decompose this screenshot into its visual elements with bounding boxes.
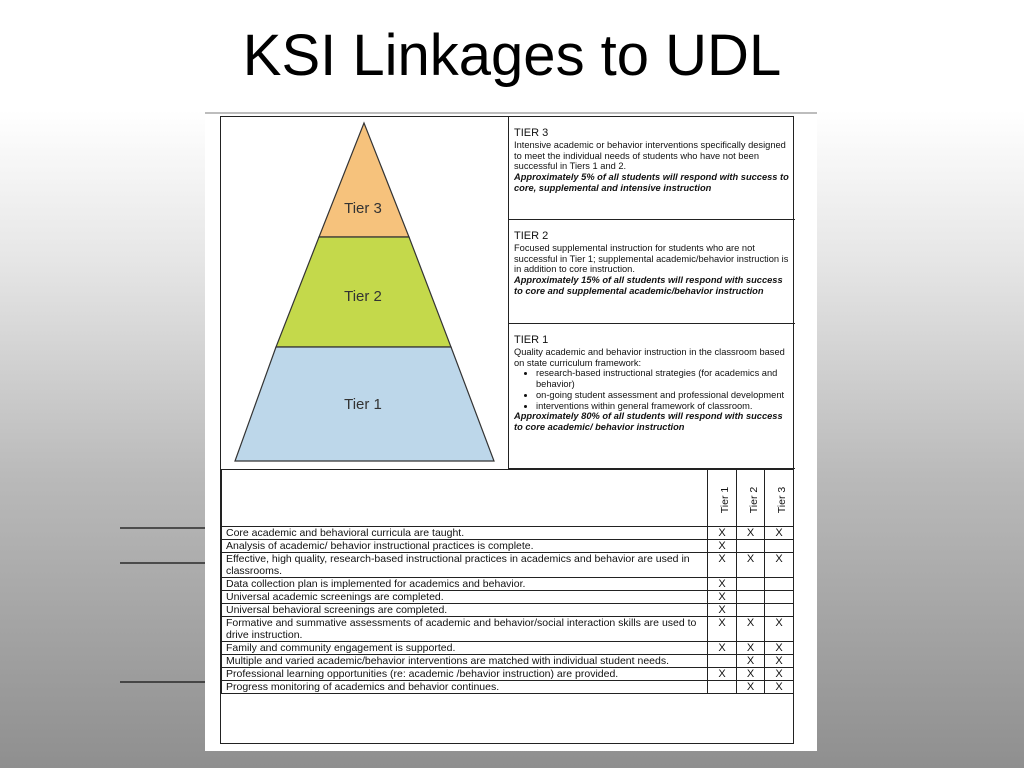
tier-2-mark: X: [737, 642, 765, 655]
tier-3-mark: X: [765, 668, 794, 681]
table-row: [222, 527, 794, 540]
tier-2-mark: X: [737, 681, 765, 694]
practice-text: Multiple and varied academic/behavior interventions are matched with individual student needs.: [222, 655, 708, 668]
slide-title: KSI Linkages to UDL: [242, 23, 782, 88]
tier-3-mark: X: [765, 553, 794, 578]
table-row: [222, 604, 794, 617]
table-row: [222, 642, 794, 655]
tier-1-mark: X: [708, 540, 737, 553]
tier-2-mark: [737, 578, 765, 591]
practice-text: Data collection plan is implemented for academics and behavior.: [222, 578, 708, 591]
pyramid-label-tier-3: Tier 3: [344, 200, 382, 217]
tier-3-mark: [765, 591, 794, 604]
tier-1-heading: TIER 1: [514, 334, 549, 346]
tier-2-description: [508, 220, 795, 324]
tier-3-mark: X: [765, 681, 794, 694]
tier-2-mark: X: [737, 617, 765, 642]
tier-1-mark: X: [708, 668, 737, 681]
rti-figure: [220, 116, 794, 744]
matrix-header-row: [222, 470, 794, 527]
practice-text: Progress monitoring of academics and behavior continues.: [222, 681, 708, 694]
tier-3-heading: TIER 3: [514, 127, 549, 139]
tier-2-mark: X: [737, 553, 765, 578]
tier-1-bullet: • interventions within general framework of classroom.: [536, 401, 790, 412]
tier-1-mark: X: [708, 591, 737, 604]
pointer-arrows: [0, 0, 230, 768]
tier-3-mark: X: [765, 527, 794, 540]
column-label-tier-2: Tier 2: [748, 486, 761, 514]
table-row: [222, 553, 794, 578]
tier-3-mark: X: [765, 655, 794, 668]
tier-1-mark: X: [708, 642, 737, 655]
tier-3-description: [508, 117, 795, 220]
practice-text: Effective, high quality, research-based instructional practices in academics and behavior are used in classrooms.: [222, 553, 708, 578]
tier-1-description: [508, 324, 795, 469]
tier-pyramid: [221, 117, 508, 469]
matrix-header-tier-2: [737, 470, 765, 527]
matrix-header-blank: [222, 470, 708, 527]
tier-1-mark: X: [708, 617, 737, 642]
practice-text: Formative and summative assessments of academic and behavior/social interaction skills are used to drive instruction.: [222, 617, 708, 642]
tier-2-mark: X: [737, 655, 765, 668]
tier-3-mark: X: [765, 617, 794, 642]
tier-1-mark: [708, 681, 737, 694]
tier-2-mark: X: [737, 668, 765, 681]
table-row: [222, 655, 794, 668]
tier-2-mark: X: [737, 527, 765, 540]
tier-1-mark: X: [708, 527, 737, 540]
practice-text: Universal behavioral screenings are completed.: [222, 604, 708, 617]
tier-1-bullet: • research-based instructional strategies (for academics and behavior): [536, 368, 790, 389]
tier-3-mark: [765, 578, 794, 591]
matrix-header-tier-3: [765, 470, 794, 527]
practice-text: Core academic and behavioral curricula are taught.: [222, 527, 708, 540]
tier-1-bullet: • on-going student assessment and professional development: [536, 390, 790, 401]
practice-text: Universal academic screenings are completed.: [222, 591, 708, 604]
tier-1-note: Approximately 80% of all students will respond with success to core academic/ behavior instruction: [514, 411, 783, 432]
matrix-body: [222, 527, 794, 694]
tier-2-mark: [737, 604, 765, 617]
table-row: [222, 578, 794, 591]
table-row: [222, 540, 794, 553]
pyramid-level-tier-3: [319, 123, 409, 237]
tier-2-mark: [737, 540, 765, 553]
table-row: [222, 668, 794, 681]
practice-tier-matrix: [221, 469, 794, 694]
tier-1-mark: [708, 655, 737, 668]
pyramid-label-tier-2: Tier 2: [344, 288, 382, 305]
tier-2-note: Approximately 15% of all students will respond with success to core and supplemental academic/behavior instruction: [514, 275, 783, 296]
practice-text: Professional learning opportunities (re: academic /behavior instruction) are provided.: [222, 668, 708, 681]
rti-figure-panel: [205, 114, 817, 751]
matrix-header-tier-1: [708, 470, 737, 527]
tier-3-text: Intensive academic or behavior interventions specifically designed to meet the individual needs of students who have not been successful in Tiers 1 and 2.: [514, 140, 786, 172]
tier-2-mark: [737, 591, 765, 604]
column-label-tier-3: Tier 3: [776, 486, 789, 514]
practice-text: Analysis of academic/ behavior instructional practices is complete.: [222, 540, 708, 553]
tier-3-note: Approximately 5% of all students will respond with success to core, supplemental and intensive instruction: [514, 172, 789, 193]
pyramid-label-tier-1: Tier 1: [344, 396, 382, 413]
table-row: [222, 681, 794, 694]
tier-1-bullet-list: [514, 368, 790, 411]
table-row: [222, 591, 794, 604]
tier-1-mark: X: [708, 604, 737, 617]
tier-3-mark: [765, 604, 794, 617]
tier-1-mark: X: [708, 578, 737, 591]
tier-3-mark: [765, 540, 794, 553]
table-row: [222, 617, 794, 642]
tier-1-mark: X: [708, 553, 737, 578]
tier-2-heading: TIER 2: [514, 230, 549, 242]
practice-text: Family and community engagement is supported.: [222, 642, 708, 655]
tier-3-mark: X: [765, 642, 794, 655]
tier-2-text: Focused supplemental instruction for students who are not successful in Tier 1; supplemental academic/behavior instruction is in addition to core instruction.: [514, 243, 789, 275]
tier-1-text: Quality academic and behavior instruction in the classroom based on state curriculum framework:: [514, 347, 785, 368]
column-label-tier-1: Tier 1: [719, 486, 732, 514]
